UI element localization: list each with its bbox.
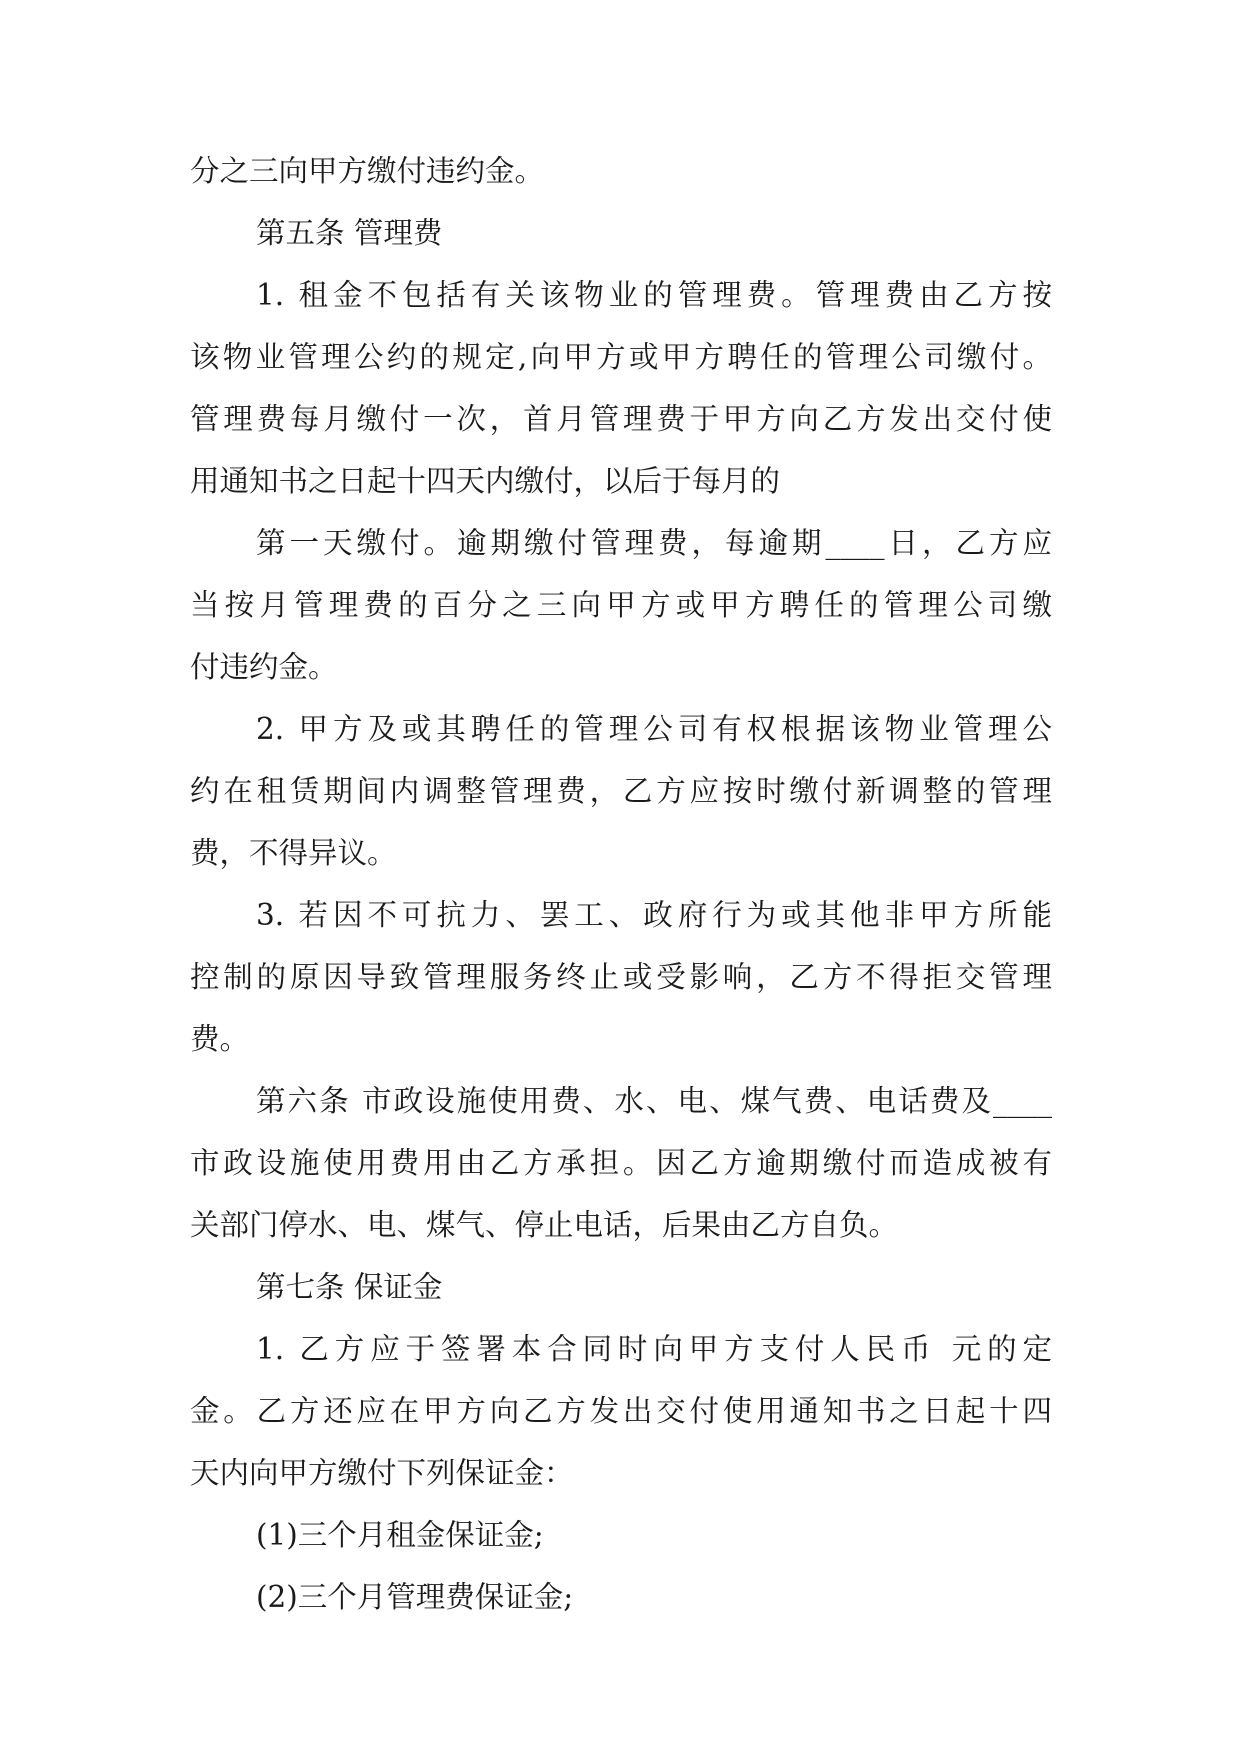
- article-heading: 第七条 保证金: [256, 1270, 443, 1304]
- text-line: 市政设施使用费用由乙方承担。因乙方逾期缴付而造成被有: [190, 1146, 1052, 1180]
- text-line: 2. 甲方及或其聘任的管理公司有权根据该物业管理公: [256, 712, 1052, 746]
- text-line: 控制的原因导致管理服务终止或受影响，乙方不得拒交管理: [190, 960, 1052, 994]
- list-item: (1)三个月租金保证金;: [256, 1518, 544, 1552]
- text-line: 约在租赁期间内调整管理费，乙方应按时缴付新调整的管理: [190, 774, 1052, 808]
- text-line: 1. 乙方应于签署本合同时向甲方支付人民币 元的定: [256, 1332, 1052, 1366]
- article-heading: 第六条 市政设施使用费、水、电、煤气费、电话费及____: [256, 1084, 1052, 1118]
- text-line: 费，不得异议。: [190, 836, 397, 870]
- text-line: 当按月管理费的百分之三向甲方或甲方聘任的管理公司缴: [190, 588, 1052, 622]
- text-line: 天内向甲方缴付下列保证金：: [190, 1456, 574, 1490]
- document-page: [190, 140, 1052, 1628]
- text-line: 费。: [190, 1022, 250, 1056]
- text-line: 第一天缴付。逾期缴付管理费，每逾期____日，乙方应: [256, 526, 1052, 560]
- text-line: 1. 租金不包括有关该物业的管理费。管理费由乙方按: [256, 278, 1052, 312]
- text-line: 付违约金。: [190, 650, 338, 684]
- article-heading: 第五条 管理费: [256, 216, 443, 250]
- text-line: 金。乙方还应在甲方向乙方发出交付使用通知书之日起十四: [190, 1394, 1052, 1428]
- text-line: 该物业管理公约的规定,向甲方或甲方聘任的管理公司缴付。: [190, 340, 1052, 374]
- text-line: 管理费每月缴付一次，首月管理费于甲方向乙方发出交付使: [190, 402, 1052, 436]
- text-line: 用通知书之日起十四天内缴付，以后于每月的: [190, 464, 781, 498]
- list-item: (2)三个月管理费保证金;: [256, 1580, 574, 1614]
- text-line: 分之三向甲方缴付违约金。: [190, 154, 545, 188]
- text-line: 关部门停水、电、煤气、停止电话，后果由乙方自负。: [190, 1208, 899, 1242]
- text-line: 3. 若因不可抗力、罢工、政府行为或其他非甲方所能: [256, 898, 1052, 932]
